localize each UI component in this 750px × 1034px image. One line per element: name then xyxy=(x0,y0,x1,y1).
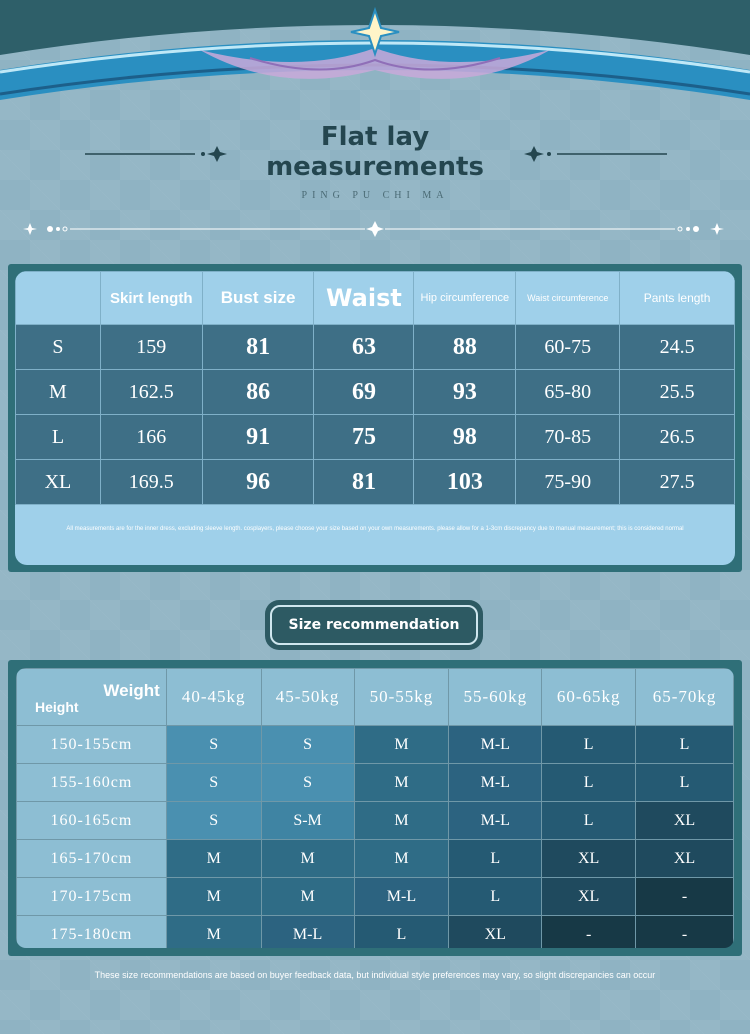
col-bust-size: Bust size xyxy=(202,272,314,325)
size-cell: - xyxy=(636,878,734,916)
size-cell: M xyxy=(354,802,449,840)
size-cell: L xyxy=(449,840,542,878)
value-cell: 63 xyxy=(314,325,414,370)
col-pants-length: Pants length xyxy=(620,272,735,325)
table-row xyxy=(17,840,734,878)
recommendation-table xyxy=(16,668,734,948)
size-cell: S xyxy=(166,802,261,840)
size-cell: XL xyxy=(542,878,636,916)
size-cell: M-L xyxy=(354,878,449,916)
size-cell: S xyxy=(166,764,261,802)
weight-height-corner xyxy=(17,669,167,726)
height-cell: 175-180cm xyxy=(17,916,167,949)
left-title-ornament xyxy=(85,144,230,164)
table-row xyxy=(17,726,734,764)
value-cell: 93 xyxy=(414,370,516,415)
value-cell: 91 xyxy=(202,415,314,460)
value-cell: 27.5 xyxy=(620,460,735,505)
table-row xyxy=(16,460,735,505)
value-cell: 60-75 xyxy=(516,325,620,370)
size-cell: M xyxy=(354,726,449,764)
value-cell: 86 xyxy=(202,370,314,415)
recommendation-header-row xyxy=(17,669,734,726)
value-cell: 159 xyxy=(100,325,202,370)
size-cell: - xyxy=(542,916,636,949)
page-subtitle: PING PU CHI MA xyxy=(301,190,449,201)
page-title-line2: measurements xyxy=(266,152,484,182)
size-cell: M xyxy=(354,764,449,802)
size-cell: L xyxy=(449,878,542,916)
value-cell: 70-85 xyxy=(516,415,620,460)
size-cell: XL xyxy=(636,802,734,840)
size-cell: M xyxy=(166,916,261,949)
value-cell: 162.5 xyxy=(100,370,202,415)
size-cell: L xyxy=(354,916,449,949)
value-cell: 75-90 xyxy=(516,460,620,505)
size-cell: M-L xyxy=(449,726,542,764)
weight-col: 40-45kg xyxy=(166,669,261,726)
size-cell: L xyxy=(636,764,734,802)
table-row xyxy=(17,916,734,949)
table-row xyxy=(16,370,735,415)
value-cell: 103 xyxy=(414,460,516,505)
size-cell: XL xyxy=(449,916,542,949)
value-cell: 88 xyxy=(414,325,516,370)
decorative-arch xyxy=(0,0,750,130)
table-row xyxy=(16,325,735,370)
size-cell: M xyxy=(166,878,261,916)
measurements-header-row xyxy=(16,272,735,325)
size-cell: M-L xyxy=(449,802,542,840)
recommendation-note: These size recommendations are based on buyer feedback data, but individual style preferences may vary, so slight discrepancies can occur xyxy=(94,970,656,980)
value-cell: 96 xyxy=(202,460,314,505)
size-cell: S xyxy=(261,726,354,764)
measurements-panel xyxy=(15,271,735,565)
size-cell: S xyxy=(166,726,261,764)
weight-col: 45-50kg xyxy=(261,669,354,726)
value-cell: 169.5 xyxy=(100,460,202,505)
badge-label: Size recommendation xyxy=(270,605,478,645)
value-cell: 81 xyxy=(314,460,414,505)
size-recommendation-badge xyxy=(265,600,483,650)
col-hip-circumference: Hip circumference xyxy=(414,272,516,325)
size-cell: L xyxy=(16,415,101,460)
size-cell: M-L xyxy=(261,916,354,949)
col-waist-circumference: Waist circumference xyxy=(516,272,620,325)
value-cell: 98 xyxy=(414,415,516,460)
value-cell: 24.5 xyxy=(620,325,735,370)
height-label: Height xyxy=(35,699,79,715)
height-cell: 155-160cm xyxy=(17,764,167,802)
weight-col: 65-70kg xyxy=(636,669,734,726)
weight-col: 50-55kg xyxy=(354,669,449,726)
value-cell: 65-80 xyxy=(516,370,620,415)
size-cell: M-L xyxy=(449,764,542,802)
size-cell: L xyxy=(542,802,636,840)
table-row xyxy=(17,878,734,916)
size-cell: L xyxy=(636,726,734,764)
weight-col: 55-60kg xyxy=(449,669,542,726)
corner-cell xyxy=(16,272,101,325)
size-cell: M xyxy=(16,370,101,415)
col-skirt-length: Skirt length xyxy=(100,272,202,325)
value-cell: 69 xyxy=(314,370,414,415)
table-row xyxy=(17,764,734,802)
table-row xyxy=(17,802,734,840)
size-cell: S-M xyxy=(261,802,354,840)
measurement-note: All measurements are for the inner dress, excluding sleeve length. cosplayers, please choose your size based on your own measurements. please allow for a 1-3cm discrepancy due to manual measurement; this is considered normal xyxy=(66,526,684,532)
size-cell: M xyxy=(261,878,354,916)
weight-col: 60-65kg xyxy=(542,669,636,726)
size-cell: M xyxy=(166,840,261,878)
size-cell: S xyxy=(261,764,354,802)
size-cell: - xyxy=(636,916,734,949)
size-cell: XL xyxy=(636,840,734,878)
col-waist: Waist xyxy=(314,272,414,325)
size-cell: S xyxy=(16,325,101,370)
value-cell: 26.5 xyxy=(620,415,735,460)
height-cell: 160-165cm xyxy=(17,802,167,840)
value-cell: 25.5 xyxy=(620,370,735,415)
height-cell: 165-170cm xyxy=(17,840,167,878)
size-cell: L xyxy=(542,726,636,764)
height-cell: 170-175cm xyxy=(17,878,167,916)
value-cell: 81 xyxy=(202,325,314,370)
size-cell: M xyxy=(354,840,449,878)
size-cell: M xyxy=(261,840,354,878)
table-row xyxy=(16,415,735,460)
page-title-line1: Flat lay xyxy=(320,122,430,152)
divider-ornament xyxy=(20,220,730,238)
size-cell: XL xyxy=(16,460,101,505)
value-cell: 75 xyxy=(314,415,414,460)
recommendation-panel xyxy=(16,668,734,948)
size-cell: XL xyxy=(542,840,636,878)
measurements-table xyxy=(15,271,735,505)
height-cell: 150-155cm xyxy=(17,726,167,764)
value-cell: 166 xyxy=(100,415,202,460)
right-title-ornament xyxy=(522,144,667,164)
size-cell: L xyxy=(542,764,636,802)
weight-label: Weight xyxy=(103,681,160,700)
